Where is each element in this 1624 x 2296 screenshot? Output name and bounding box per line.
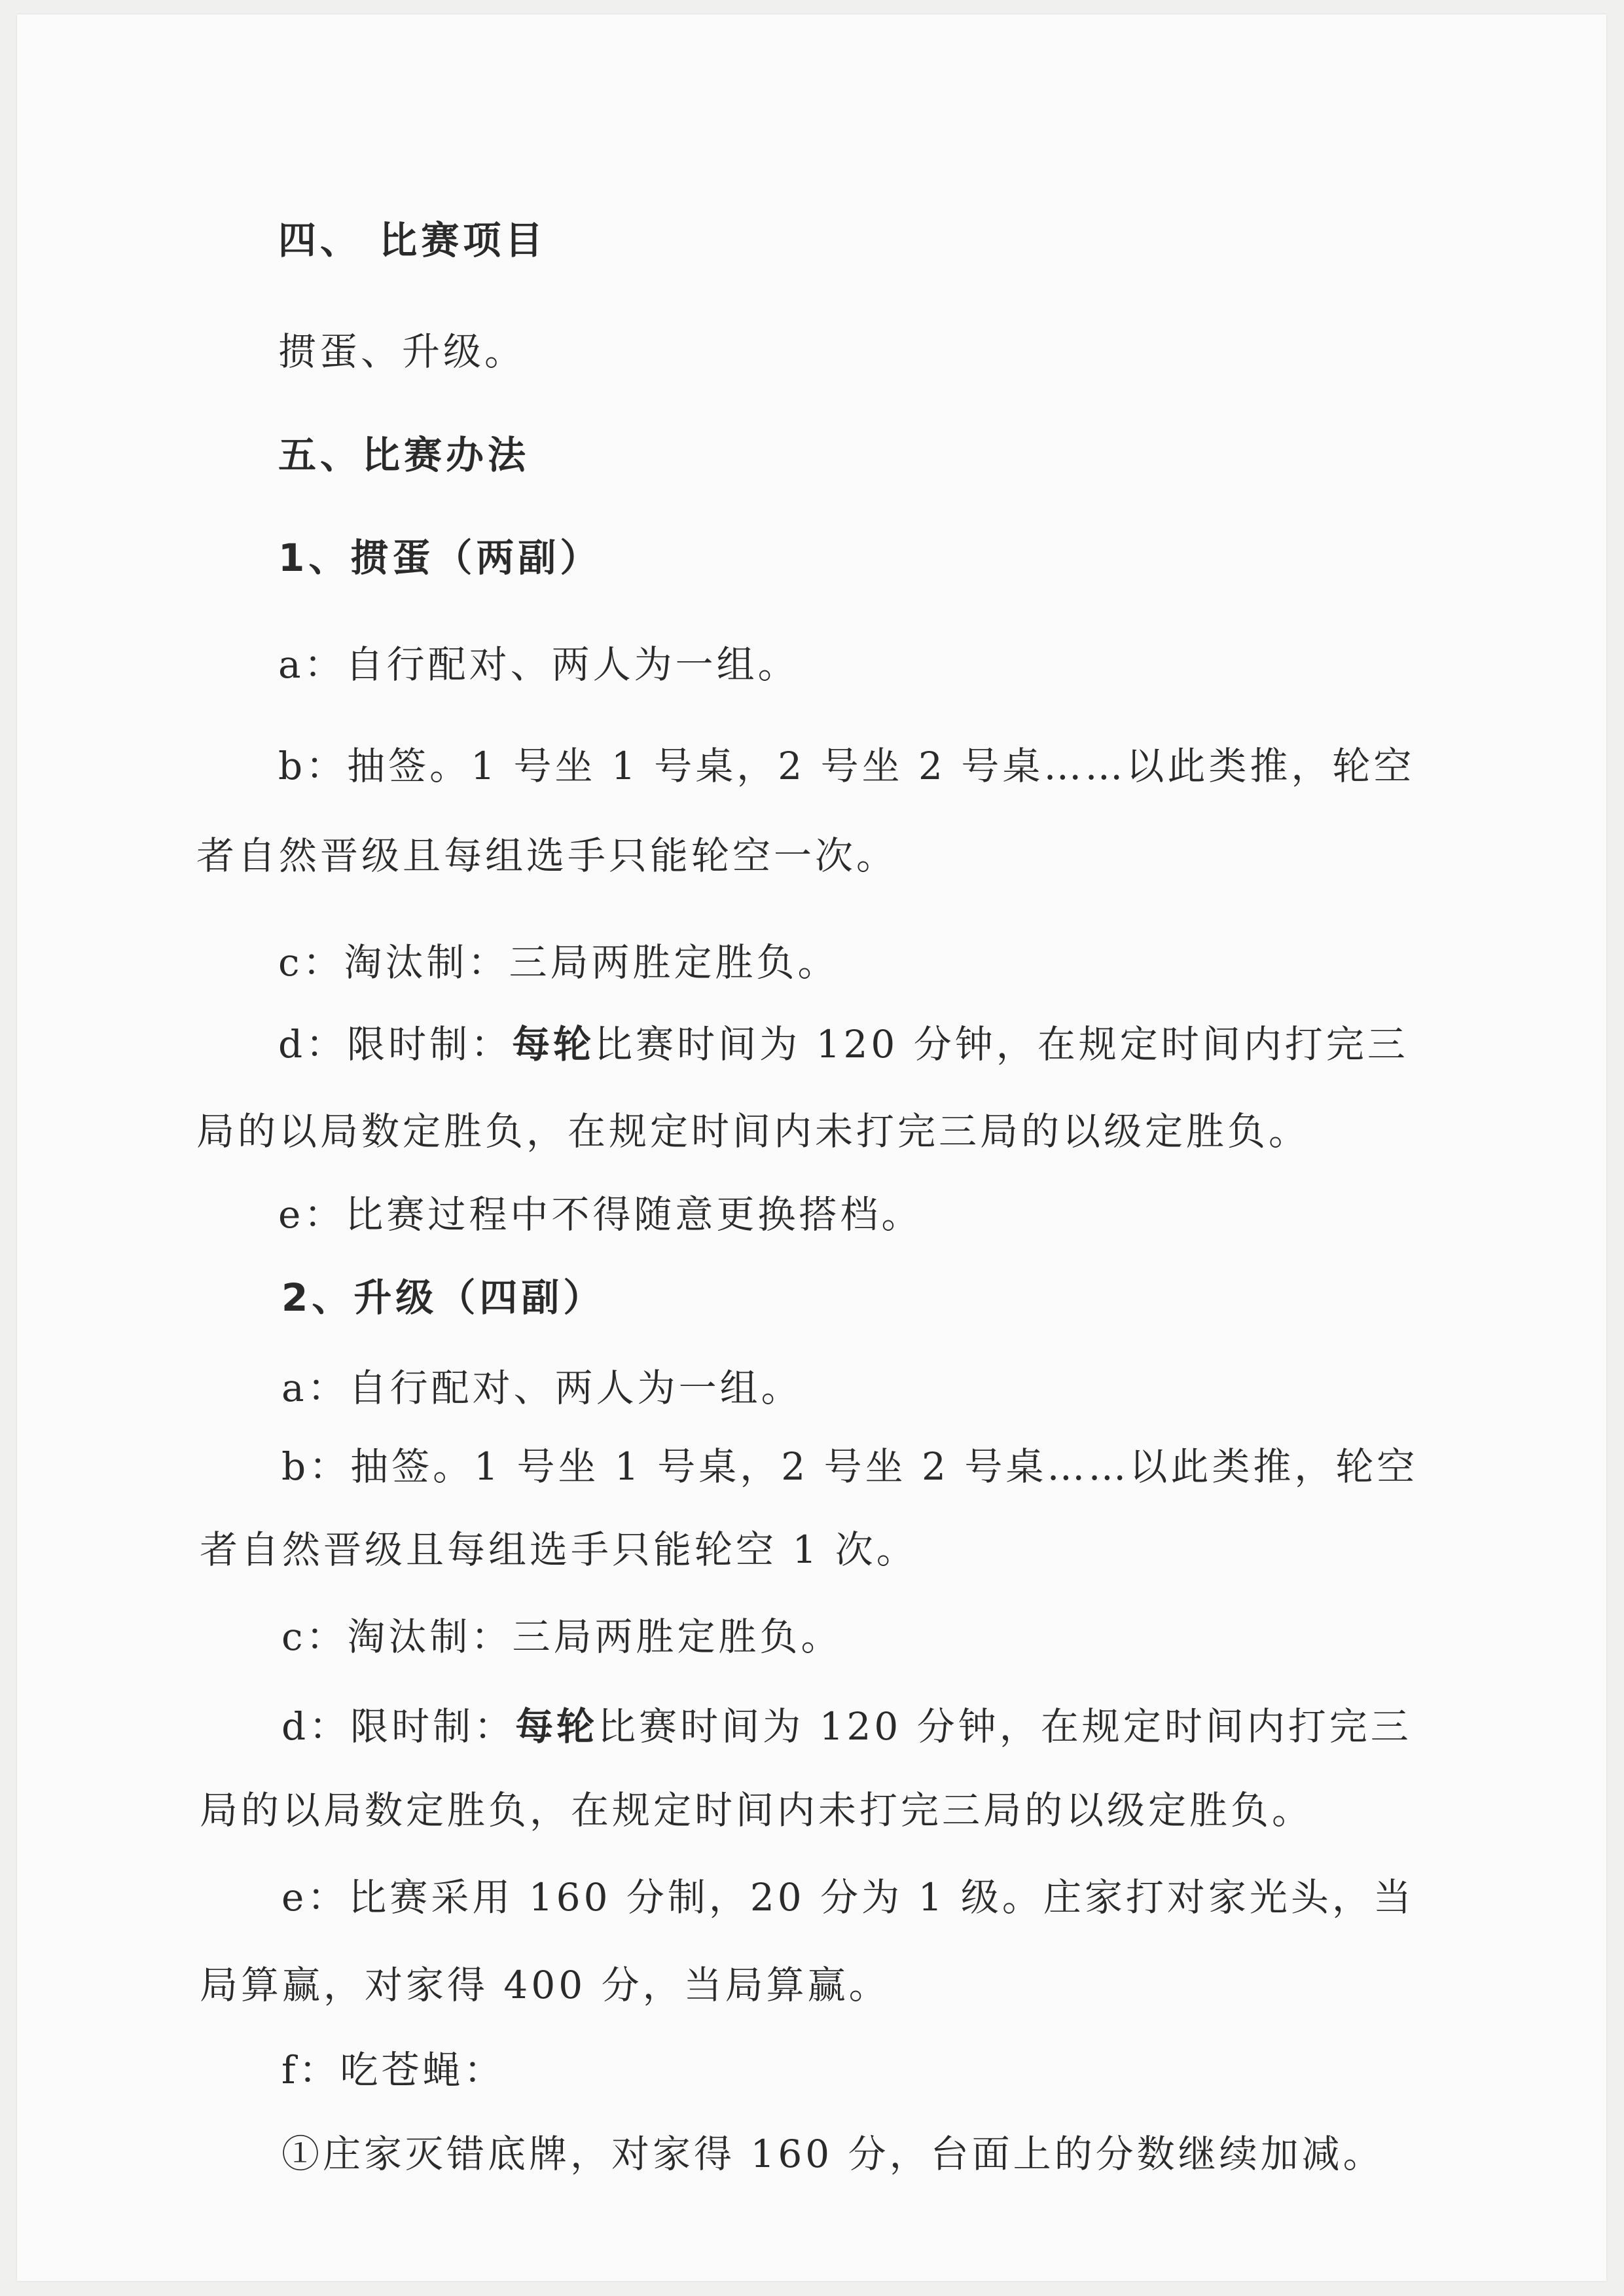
shengji-rule-f: f：吃苍蝇： xyxy=(281,2048,505,2092)
shengji-rule-e-line2: 局算赢，对家得 400 分，当局算赢。 xyxy=(200,1963,890,2007)
shengji-rule-c: c：淘汰制：三局两胜定胜负。 xyxy=(281,1614,842,1659)
guandan-rule-e: e：比赛过程中不得随意更换搭档。 xyxy=(278,1192,923,1237)
guandan-rule-d-rest: 比赛时间为 120 分钟，在规定时间内打完三 xyxy=(594,1022,1409,1066)
guandan-rule-b-line1: b：抽签。1 号坐 1 号桌，2 号坐 2 号桌……以此类推，轮空 xyxy=(278,744,1415,788)
guandan-rule-b-line2: 者自然晋级且每组选手只能轮空一次。 xyxy=(196,833,898,878)
shengji-rule-d-emphasis: 每轮 xyxy=(515,1704,598,1749)
subheading-shengji: 2、升级（四副） xyxy=(281,1275,605,1320)
shengji-rule-d-line1 xyxy=(281,1700,1412,1753)
shengji-rule-b-line1: b：抽签。1 号坐 1 号桌，2 号坐 2 号桌……以此类推，轮空 xyxy=(281,1444,1418,1489)
guandan-rule-d-emphasis: 每轮 xyxy=(512,1022,595,1066)
guandan-rule-a: a：自行配对、两人为一组。 xyxy=(278,642,799,687)
shengji-rule-d-line2: 局的以局数定胜负，在规定时间内未打完三局的以级定胜负。 xyxy=(200,1788,1314,1832)
guandan-rule-c: c：淘汰制：三局两胜定胜负。 xyxy=(278,940,839,985)
shengji-rule-e-line1: e：比赛采用 160 分制，20 分为 1 级。庄家打对家光头，当 xyxy=(281,1875,1415,1920)
shengji-rule-f-item1: ①庄家灭错底牌，对家得 160 分，台面上的分数继续加减。 xyxy=(281,2132,1384,2176)
subheading-guandan: 1、掼蛋（两副） xyxy=(278,536,602,580)
guandan-rule-d-prefix: d：限时制： xyxy=(278,1022,513,1066)
shengji-rule-a: a：自行配对、两人为一组。 xyxy=(281,1366,803,1410)
shengji-rule-b-line2: 者自然晋级且每组选手只能轮空 1 次。 xyxy=(200,1527,918,1572)
competition-items-text: 掼蛋、升级。 xyxy=(278,329,526,374)
section-heading-competition-rules: 五、比赛办法 xyxy=(278,433,530,477)
section-heading-competition-items: 四、 比赛项目 xyxy=(278,218,547,263)
shengji-rule-d-rest: 比赛时间为 120 分钟，在规定时间内打完三 xyxy=(598,1704,1412,1749)
shengji-rule-d-prefix: d：限时制： xyxy=(281,1704,516,1749)
guandan-rule-d-line2: 局的以局数定胜负，在规定时间内未打完三局的以级定胜负。 xyxy=(196,1109,1310,1154)
guandan-rule-d-line1 xyxy=(278,1018,1409,1070)
